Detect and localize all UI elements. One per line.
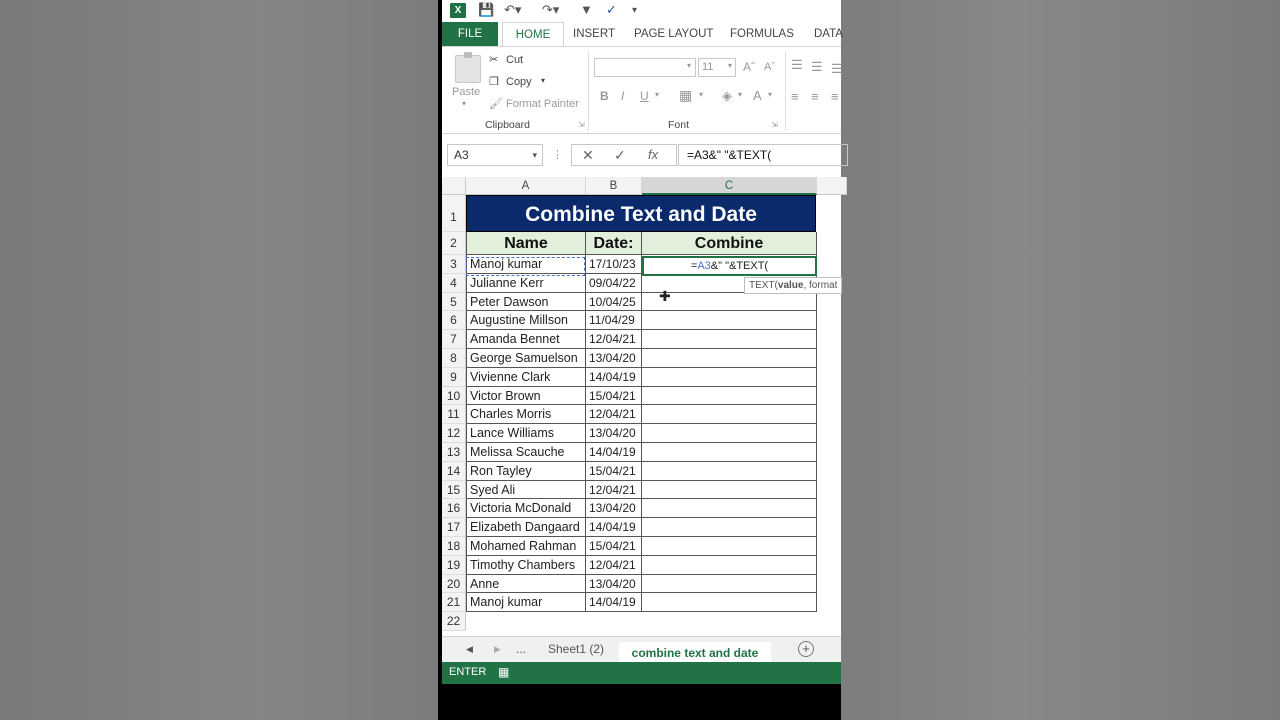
combine-cell[interactable] [642,556,817,575]
fill-dropdown-icon[interactable]: ▾ [738,90,743,99]
date-cell[interactable]: 10/04/25 [586,293,642,312]
row-header[interactable]: 10 [442,387,466,406]
font-launcher-icon[interactable]: ⇲ [771,120,778,129]
date-cell[interactable]: 15/04/21 [586,387,642,406]
name-box[interactable]: A3 ▾ [447,144,543,166]
date-cell[interactable]: 13/04/20 [586,575,642,594]
name-cell[interactable]: Mohamed Rahman [466,537,586,556]
customize-qat-icon[interactable]: ▾ [632,5,638,16]
date-cell[interactable]: 12/04/21 [586,556,642,575]
italic-button[interactable]: I [621,89,625,103]
name-cell[interactable]: Charles Morris [466,405,586,424]
row-header[interactable]: 2 [442,232,466,255]
name-cell[interactable]: Lance Williams [466,424,586,443]
name-cell[interactable]: Amanda Bennet [466,330,586,349]
row-header[interactable]: 11 [442,405,466,424]
copy-button[interactable]: Copy [506,76,532,88]
row-header[interactable]: 22 [442,612,466,631]
ribbon-tabs [442,22,841,46]
active-cell-editor[interactable]: =A3&" "&TEXT( [642,256,817,276]
row-header[interactable]: 20 [442,575,466,594]
status-bar [442,662,841,684]
row-header[interactable]: 18 [442,537,466,556]
row-header[interactable]: 12 [442,424,466,443]
row-header[interactable]: 19 [442,556,466,575]
column-header-c[interactable]: C [642,177,817,195]
font-color-icon[interactable]: A [753,88,762,103]
tab-insert[interactable]: INSERT [573,28,615,40]
sheet-tab-sheet1-2[interactable]: Sheet1 (2) [548,642,605,656]
font-size-select[interactable]: 11 ▾ [698,58,736,77]
combine-cell[interactable] [642,368,817,387]
name-cell[interactable]: Elizabeth Dangaard [466,518,586,537]
paste-icon[interactable] [455,55,481,83]
name-cell[interactable]: Timothy Chambers [466,556,586,575]
align-right-icon[interactable]: ≡ [831,89,839,104]
formula-bar [442,134,841,176]
combine-cell[interactable] [642,349,817,368]
excel-window [442,0,841,684]
referenced-cell-highlight [466,257,585,276]
status-mode: ENTER [449,666,487,678]
date-cell[interactable]: 15/04/21 [586,462,642,481]
row-header[interactable]: 9 [442,368,466,387]
formula-bar-grip-icon: ⋮ [552,149,563,161]
ribbon-home [442,46,841,134]
name-cell[interactable]: Manoj kumar [466,255,586,274]
row-header[interactable]: 21 [442,593,466,612]
combine-cell[interactable] [642,575,817,594]
cut-icon: ✂ [489,54,499,66]
paste-button[interactable]: Paste [452,86,481,98]
name-cell[interactable]: Anne [466,575,586,594]
date-cell[interactable]: 13/04/20 [586,424,642,443]
header-date[interactable]: Date: [586,232,642,255]
copy-icon: ❐ [489,76,499,88]
fill-color-icon[interactable]: ◈ [722,88,732,103]
font-color-dropdown-icon[interactable]: ▾ [768,90,773,99]
group-separator [588,51,589,131]
combine-cell[interactable] [642,443,817,462]
align-left-icon[interactable]: ≡ [791,89,799,104]
combine-cell[interactable] [642,499,817,518]
name-cell[interactable]: Vivienne Clark [466,368,586,387]
date-cell[interactable]: 15/04/21 [586,537,642,556]
date-cell[interactable]: 11/04/29 [586,311,642,330]
clipboard-launcher-icon[interactable]: ⇲ [578,120,585,129]
name-box-dropdown-icon[interactable]: ▾ [532,150,537,160]
row-header[interactable]: 7 [442,330,466,349]
align-middle-icon[interactable]: ☰ [811,59,823,74]
borders-dropdown-icon[interactable]: ▾ [699,90,704,99]
name-cell[interactable]: Victoria McDonald [466,499,586,518]
name-cell[interactable]: Victor Brown [466,387,586,406]
redo-icon[interactable]: ↷▾ [542,2,560,17]
row-header[interactable]: 8 [442,349,466,368]
mouse-cursor-icon: ✚ [659,288,671,304]
combine-cell[interactable] [642,593,817,612]
macro-record-icon[interactable]: ▦ [498,665,510,679]
phone-frame [438,0,841,720]
font-name-select[interactable]: ▾ [594,58,696,77]
formula-input[interactable]: =A3&" "&TEXT( [678,144,848,166]
row-header[interactable]: 4 [442,274,466,293]
row-header[interactable]: 13 [442,443,466,462]
function-tooltip: TEXT(value, format [744,277,842,294]
save-icon[interactable]: 💾 [478,2,495,17]
shrink-font-icon[interactable]: Aˇ [764,61,775,73]
header-combine[interactable]: Combine [642,232,817,255]
quick-access-toolbar [442,0,841,22]
combine-cell[interactable] [642,537,817,556]
bold-button[interactable]: B [600,89,609,103]
combine-cell[interactable] [642,462,817,481]
sheet-title-cell[interactable]: Combine Text and Date [466,195,816,232]
header-name[interactable]: Name [466,232,586,255]
cancel-icon[interactable]: ✕ [582,147,594,163]
next-sheet-icon[interactable]: ▶ [494,644,501,654]
name-cell[interactable]: Syed Ali [466,481,586,500]
date-cell[interactable]: 12/04/21 [586,405,642,424]
date-cell[interactable]: 14/04/19 [586,443,642,462]
column-header-d[interactable] [817,177,847,195]
column-header-b[interactable]: B [586,177,642,195]
combine-cell[interactable] [642,424,817,443]
combine-cell[interactable] [642,387,817,406]
clipboard-group-label: Clipboard [485,119,530,131]
tab-file[interactable]: FILE [442,22,498,46]
font-group-label: Font [668,119,690,131]
blurred-background-right [841,0,1280,720]
format-painter-icon: 🖌 [489,98,503,110]
date-cell[interactable]: 13/04/20 [586,499,642,518]
prev-sheet-icon[interactable]: ◀ [466,644,473,654]
name-cell[interactable]: Peter Dawson [466,293,586,312]
row-header[interactable]: 6 [442,311,466,330]
tab-formulas[interactable]: FORMULAS [730,28,794,40]
combine-cell[interactable] [642,518,817,537]
select-all-button[interactable] [442,177,466,195]
group-separator [785,51,786,131]
align-bottom-icon[interactable]: ☰ [831,61,843,76]
row-header[interactable]: 17 [442,518,466,537]
name-cell[interactable]: Augustine Millson [466,311,586,330]
align-top-icon[interactable]: ☰ [791,57,803,72]
copy-dropdown-icon[interactable]: ▾ [541,76,546,85]
spelling-icon[interactable]: ✓ [606,2,617,17]
row-header[interactable]: 14 [442,462,466,481]
date-cell[interactable]: 17/10/23 [586,255,642,274]
name-cell[interactable]: Melissa Scauche [466,443,586,462]
undo-icon[interactable]: ↶▾ [504,2,522,17]
add-sheet-icon[interactable]: + [798,641,814,657]
date-cell[interactable]: 12/04/21 [586,330,642,349]
date-cell[interactable]: 13/04/20 [586,349,642,368]
row-header[interactable]: 5 [442,293,466,312]
tab-data[interactable]: DATA [814,28,843,40]
row-header[interactable]: 3 [442,255,466,274]
blurred-background-left [0,0,438,720]
date-cell[interactable]: 09/04/22 [586,274,642,293]
row-header[interactable]: 16 [442,499,466,518]
format-painter-button[interactable]: Format Painter [506,98,579,110]
filter-icon[interactable]: ▼ [580,2,593,17]
formula-buttons [571,144,677,166]
underline-button[interactable]: U [640,89,649,103]
name-cell[interactable]: Manoj kumar [466,593,586,612]
cut-button[interactable]: Cut [506,54,524,66]
excel-logo-icon: X [450,3,466,18]
grow-font-icon[interactable]: Aˆ [743,60,755,74]
sheet-tab-bar [442,636,841,662]
date-cell[interactable]: 14/04/19 [586,518,642,537]
name-cell[interactable]: Ron Tayley [466,462,586,481]
row-header[interactable]: 15 [442,481,466,500]
more-sheets-button[interactable]: ... [516,642,527,656]
enter-icon[interactable]: ✓ [614,147,626,163]
date-cell[interactable]: 14/04/19 [586,368,642,387]
combine-cell[interactable] [642,311,817,330]
tab-page-layout[interactable]: PAGE LAYOUT [634,28,714,40]
column-header-a[interactable]: A [466,177,586,195]
align-center-icon[interactable]: ≡ [811,89,819,104]
underline-dropdown-icon[interactable]: ▾ [655,90,660,99]
date-cell[interactable]: 12/04/21 [586,481,642,500]
insert-function-button[interactable]: fx [648,147,659,162]
name-cell[interactable]: George Samuelson [466,349,586,368]
paste-dropdown-icon[interactable]: ▾ [462,99,467,108]
name-cell[interactable]: Julianne Kerr [466,274,586,293]
combine-cell[interactable] [642,330,817,349]
borders-icon[interactable]: ▦ [679,87,693,103]
sheet-tab-combine[interactable]: combine text and date [619,642,771,666]
row-header[interactable]: 1 [442,195,466,232]
combine-cell[interactable] [642,481,817,500]
combine-cell[interactable] [642,405,817,424]
date-cell[interactable]: 14/04/19 [586,593,642,612]
worksheet-grid [442,176,841,636]
tab-home[interactable]: HOME [502,22,564,47]
